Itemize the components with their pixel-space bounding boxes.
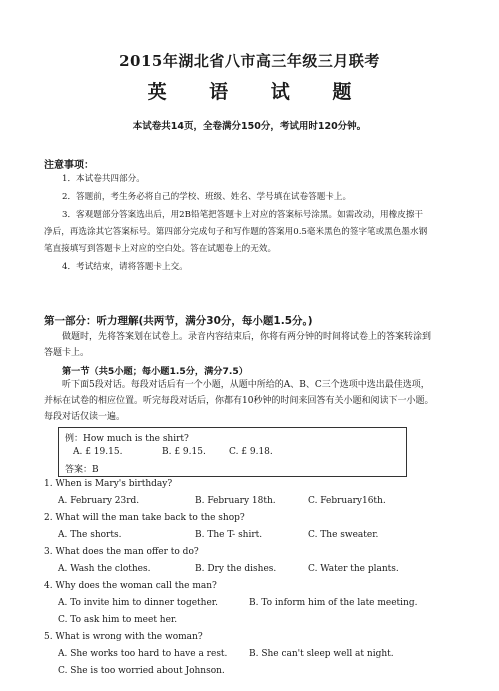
- question: 2. What will the man take back to the shop?: [44, 513, 245, 523]
- answer-option: A. February 23rd.: [58, 496, 140, 506]
- part-instructions: 每段对话仅读一遍。: [44, 412, 126, 422]
- answer-option: A. Wash the clothes.: [58, 564, 151, 574]
- answer-option: C. Water the plants.: [308, 564, 399, 574]
- example-option: C. £ 9.18.: [229, 447, 273, 457]
- notice-item: 2．答题前，考生务必将自己的学校、班级、姓名、学号填在试卷答题卡上。: [62, 192, 352, 202]
- notice-item: 3．客观题部分答案选出后，用2B铅笔把答题卡上对应的答案标号涂黑。如需改动，用橡皮擦干: [62, 210, 424, 220]
- exam-subtitle: 本试卷共14页，全卷满分150分，考试用时120分钟。: [132, 121, 367, 132]
- example-answer: 答案：B: [65, 465, 99, 475]
- question: 3. What does the man offer to do?: [44, 547, 199, 557]
- answer-option: B. February 18th.: [195, 496, 276, 506]
- question: 5. What is wrong with the woman?: [44, 632, 203, 642]
- section-intro: 答题卡上。: [44, 348, 90, 358]
- answer-option: B. Dry the dishes.: [195, 564, 277, 574]
- example-question: 例：How much is the shirt?: [65, 434, 189, 444]
- question: 4. Why does the woman call the man?: [44, 581, 217, 591]
- notice-item: 笔直接填写到答题卡上对应的空白处。答在试题卷上的无效。: [44, 244, 277, 254]
- answer-option: B. She can't sleep well at night.: [249, 649, 394, 659]
- answer-option: A. She works too hard to have a rest.: [58, 649, 228, 659]
- section-heading: 第一部分：听力理解(共两节，满分30分，每小题1.5分。): [44, 315, 313, 327]
- section-intro: 做题时，先将答案划在试卷上。录音内容结束后，你将有两分钟的时间将试卷上的答案转涂到: [62, 332, 432, 342]
- example-option: B. £ 9.15.: [162, 447, 206, 457]
- answer-option: C. The sweater.: [308, 530, 379, 540]
- notice-heading: 注意事项：: [44, 160, 94, 171]
- part-instructions: 听下面5段对话。每段对话后有一个小题，从题中所给的A、B、C三个选项中选出最佳选项，: [62, 380, 430, 390]
- notice-item: 4．考试结束，请将答题卡上交。: [62, 262, 188, 272]
- answer-option: A. The shorts.: [58, 530, 122, 540]
- example-box: [58, 427, 407, 477]
- part-instructions: 并标在试卷的相应位置。听完每段对话后，你都有10秒钟的时间来回答有关小题和阅读下一小题。: [44, 396, 434, 406]
- answer-option: B. The T- shirt.: [195, 530, 263, 540]
- question: 1. When is Mary's birthday?: [44, 479, 173, 489]
- answer-option: C. February16th.: [308, 496, 386, 506]
- exam-title: 2015年湖北省八市高三年级三月联考: [119, 52, 380, 70]
- answer-option: B. To inform him of the late meeting.: [249, 598, 418, 608]
- example-option: A. £ 19.15.: [73, 447, 123, 457]
- part-heading: 第一节（共5小题；每小题1.5分，满分7.5）: [62, 366, 248, 377]
- answer-option: C. To ask him to meet her.: [58, 615, 178, 625]
- answer-option: C. She is too worried about Johnson.: [58, 666, 225, 676]
- notice-item: 净后，再选涂其它答案标号。第四部分完成句子和写作题的答案用0.5毫米黑色的签字笔或黑色墨水钢: [44, 227, 428, 237]
- answer-option: A. To invite him to dinner together.: [58, 598, 218, 608]
- exam-subject: 英 语 试 题: [147, 81, 370, 103]
- notice-item: 1．本试卷共四部分。: [62, 174, 145, 184]
